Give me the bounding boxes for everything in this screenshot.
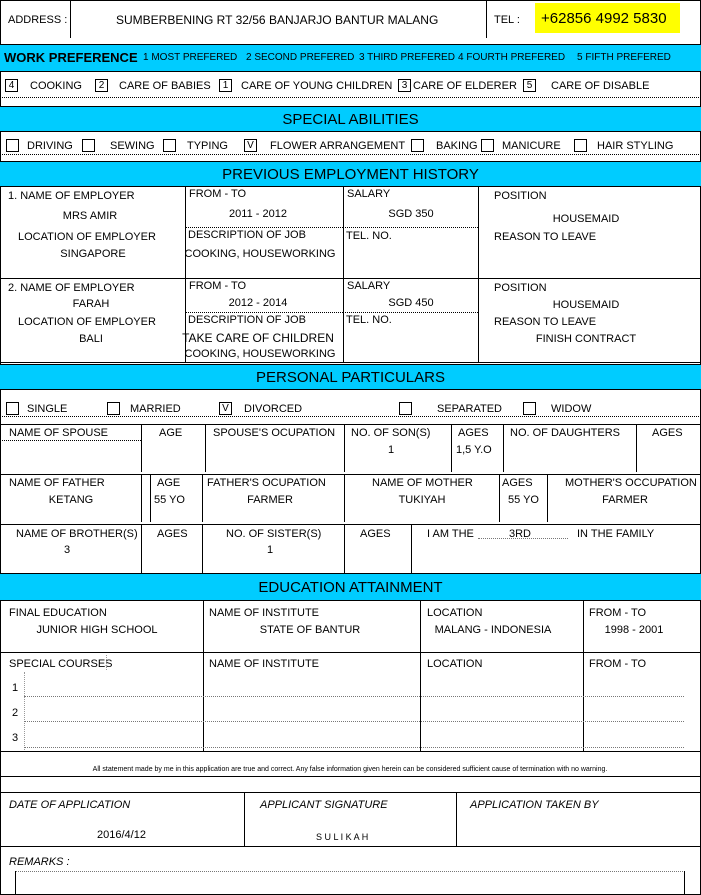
emp2-fromto: 2012 - 2014 [228, 297, 288, 309]
sons-label: NO. OF SON(S) [351, 427, 431, 439]
emp2-salary: SGD 450 [388, 297, 434, 309]
father-age-value: 55 YO [154, 494, 185, 506]
pref-box-cooking[interactable]: 4 [5, 79, 18, 92]
ability-box-sewing[interactable] [82, 139, 95, 152]
ability-label-hair-styling: HAIR STYLING [597, 140, 674, 152]
marital-box-single[interactable] [6, 402, 19, 415]
emp1-position: HOUSEMAID [552, 213, 620, 225]
ability-label-baking: BAKING [436, 140, 478, 152]
emp1-name: MRS AMIR [62, 210, 118, 222]
ability-box-driving[interactable] [6, 139, 19, 152]
course-from-to-label: FROM - TO [589, 658, 647, 670]
spouse-label: NAME OF SPOUSE [9, 427, 109, 439]
emp2-description-label: DESCRIPTION OF JOB [188, 314, 306, 326]
spouse-age-label: AGE [159, 427, 183, 439]
pref-label-care-of-young-children: CARE OF YOUNG CHILDREN [241, 80, 393, 92]
mother-ages-label: AGES [502, 477, 533, 489]
emp2-tel-label: TEL. NO. [346, 314, 392, 326]
marital-box-separated[interactable] [399, 402, 412, 415]
location-value: MALANG - INDONESIA [434, 624, 552, 636]
course-location-label: LOCATION [427, 658, 483, 670]
pref-label-cooking: COOKING [30, 80, 82, 92]
marital-label-widow: WIDOW [551, 403, 592, 415]
signature-label: APPLICANT SIGNATURE [260, 799, 388, 811]
brothers-ages-label: AGES [157, 528, 188, 540]
ability-label-typing: TYPING [187, 140, 228, 152]
ability-label-sewing: SEWING [110, 140, 155, 152]
location-label: LOCATION [427, 607, 483, 619]
emp2-salary-label: SALARY [347, 280, 391, 292]
special-courses-label: SPECIAL COURSES [9, 658, 113, 670]
iam-label: I AM THE [427, 528, 474, 540]
father-occ-label: FATHER'S OCUPATION [207, 477, 326, 489]
ability-label-manicure: MANICURE [502, 140, 561, 152]
mother-age-value: 55 YO [508, 494, 539, 506]
education-title: EDUCATION ATTAINMENT [258, 579, 443, 596]
pref-box-care-of-babies[interactable]: 2 [95, 79, 108, 92]
from-to-label: FROM - TO [589, 607, 647, 619]
date-value: 2016/4/12 [97, 829, 146, 841]
sons-value: 1 [387, 444, 395, 456]
brothers-label: NAME OF BROTHER(S) [16, 528, 138, 540]
remarks-label: REMARKS : [9, 856, 70, 868]
marital-label-divorced: DIVORCED [244, 403, 303, 415]
emp2-name: FARAH [72, 298, 110, 310]
mother-occ-label: MOTHER'S OCCUPATION [565, 477, 697, 489]
ability-box-manicure[interactable] [481, 139, 494, 152]
emp1-description-label: DESCRIPTION OF JOB [188, 229, 306, 241]
mother-label: NAME OF MOTHER [372, 477, 473, 489]
pref-legend-5: 5 FIFTH PREFERED [577, 52, 671, 63]
tel-value: +62856 4992 5830 [541, 10, 667, 27]
emp1-tel-label: TEL. NO. [346, 230, 392, 242]
final-education-label: FINAL EDUCATION [9, 607, 107, 619]
work-preference-title: WORK PREFERENCE [4, 50, 138, 65]
emp2-fromto-label: FROM - TO [189, 280, 247, 292]
course-row-1: 1 [12, 682, 19, 694]
pref-legend-1: 1 MOST PREFERED [143, 52, 238, 63]
emp2-location-label: LOCATION OF EMPLOYER [18, 316, 156, 328]
emp1-fromto-label: FROM - TO [189, 188, 247, 200]
emp2-position: HOUSEMAID [552, 299, 620, 311]
course-row-2: 2 [12, 707, 19, 719]
pref-label-care-of-elderer: CARE OF ELDERER [413, 80, 517, 92]
ability-box-hair-styling[interactable] [574, 139, 587, 152]
sons-ages-label: AGES [458, 427, 489, 439]
institute-label: NAME OF INSTITUTE [209, 607, 319, 619]
marital-box-divorced[interactable]: V [219, 402, 232, 415]
course-row-3: 3 [12, 732, 19, 744]
mother-occ-value: FARMER [602, 494, 648, 506]
ability-box-baking[interactable] [411, 139, 424, 152]
taken-by-label: APPLICATION TAKEN BY [470, 799, 599, 811]
special-abilities-title: SPECIAL ABILITIES [282, 111, 419, 128]
tel-label: TEL : [494, 14, 520, 26]
daughters-ages-label: AGES [652, 427, 683, 439]
signature-value: S U L I K A H [316, 832, 369, 842]
marital-label-married: MARRIED [130, 403, 181, 415]
order-value: 3RD [508, 528, 532, 540]
mother-value: TUKIYAH [398, 494, 446, 506]
pref-label-care-of-babies: CARE OF BABIES [119, 80, 211, 92]
sisters-label: NO. OF SISTER(S) [226, 528, 322, 540]
marital-box-married[interactable] [107, 402, 120, 415]
final-education-value: JUNIOR HIGH SCHOOL [36, 624, 158, 636]
sons-ages-value: 1,5 Y.O [456, 444, 492, 456]
address-value: SUMBERBENING RT 32/56 BANJARJO BANTUR MALANG [116, 13, 439, 27]
ability-box-typing[interactable] [163, 139, 176, 152]
pref-box-care-of-young-children[interactable]: 1 [219, 79, 232, 92]
father-value: KETANG [48, 494, 94, 506]
emp1-fromto: 2011 - 2012 [229, 208, 287, 220]
from-to-value: 1998 - 2001 [604, 624, 664, 636]
ability-label-flower-arrangement: FLOWER ARRANGEMENT [270, 140, 406, 152]
spouse-occ-label: SPOUSE'S OCUPATION [213, 427, 336, 439]
brothers-value: 3 [63, 544, 71, 556]
emp2-location: BALI [79, 333, 103, 345]
employment-title: PREVIOUS EMPLOYMENT HISTORY [222, 166, 479, 183]
emp2-name-label: 2. NAME OF EMPLOYER [8, 282, 135, 294]
marital-label-single: SINGLE [27, 403, 68, 415]
emp2-position-label: POSITION [494, 282, 547, 294]
emp1-name-label: 1. NAME OF EMPLOYER [8, 190, 135, 202]
pref-legend-3: 3 THIRD PREFERED [359, 52, 455, 63]
emp1-description: COOKING, HOUSEWORKING [184, 248, 336, 260]
sisters-ages-label: AGES [360, 528, 391, 540]
emp1-salary-label: SALARY [347, 188, 391, 200]
emp1-location-label: LOCATION OF EMPLOYER [18, 231, 156, 243]
ability-box-flower-arrangement[interactable]: V [244, 139, 257, 152]
statement-text: All statement made by me in this application are true and correct. Any false information given herein can be considered sufficient cause of termination with no warning. [92, 766, 608, 773]
emp2-reason-label: REASON TO LEAVE [494, 316, 597, 328]
pref-label-care-of-disable: CARE OF DISABLE [551, 80, 650, 92]
emp1-position-label: POSITION [494, 190, 547, 202]
daughters-label: NO. OF DAUGHTERS [510, 427, 621, 439]
emp2-reason: FINISH CONTRACT [535, 333, 637, 345]
pref-box-care-of-elderer[interactable]: 3 [398, 79, 411, 92]
course-institute-label: NAME OF INSTITUTE [209, 658, 319, 670]
pref-box-care-of-disable[interactable]: 5 [523, 79, 536, 92]
father-occ-value: FARMER [247, 494, 293, 506]
emp1-salary: SGD 350 [388, 208, 434, 220]
address-label: ADDRESS : [8, 14, 68, 26]
emp1-location: SINGAPORE [60, 248, 126, 260]
emp1-reason-label: REASON TO LEAVE [494, 231, 597, 243]
personal-title: PERSONAL PARTICULARS [256, 369, 445, 386]
sisters-value: 1 [266, 544, 274, 556]
father-age-label: AGE [157, 477, 181, 489]
father-label: NAME OF FATHER [9, 477, 105, 489]
marital-box-widow[interactable] [523, 402, 536, 415]
emp2-description: TAKE CARE OF CHILDREN [182, 331, 334, 345]
pref-legend-2: 2 SECOND PREFERED [246, 52, 355, 63]
date-label: DATE OF APPLICATION [9, 799, 131, 811]
pref-legend-4: 4 FOURTH PREFERED [458, 52, 566, 63]
in-family-label: IN THE FAMILY [577, 528, 655, 540]
institute-value: STATE OF BANTUR [259, 624, 361, 636]
ability-label-driving: DRIVING [27, 140, 73, 152]
emp2-description-2: COOKING, HOUSEWORKING [184, 348, 336, 360]
marital-label-separated: SEPARATED [437, 403, 502, 415]
